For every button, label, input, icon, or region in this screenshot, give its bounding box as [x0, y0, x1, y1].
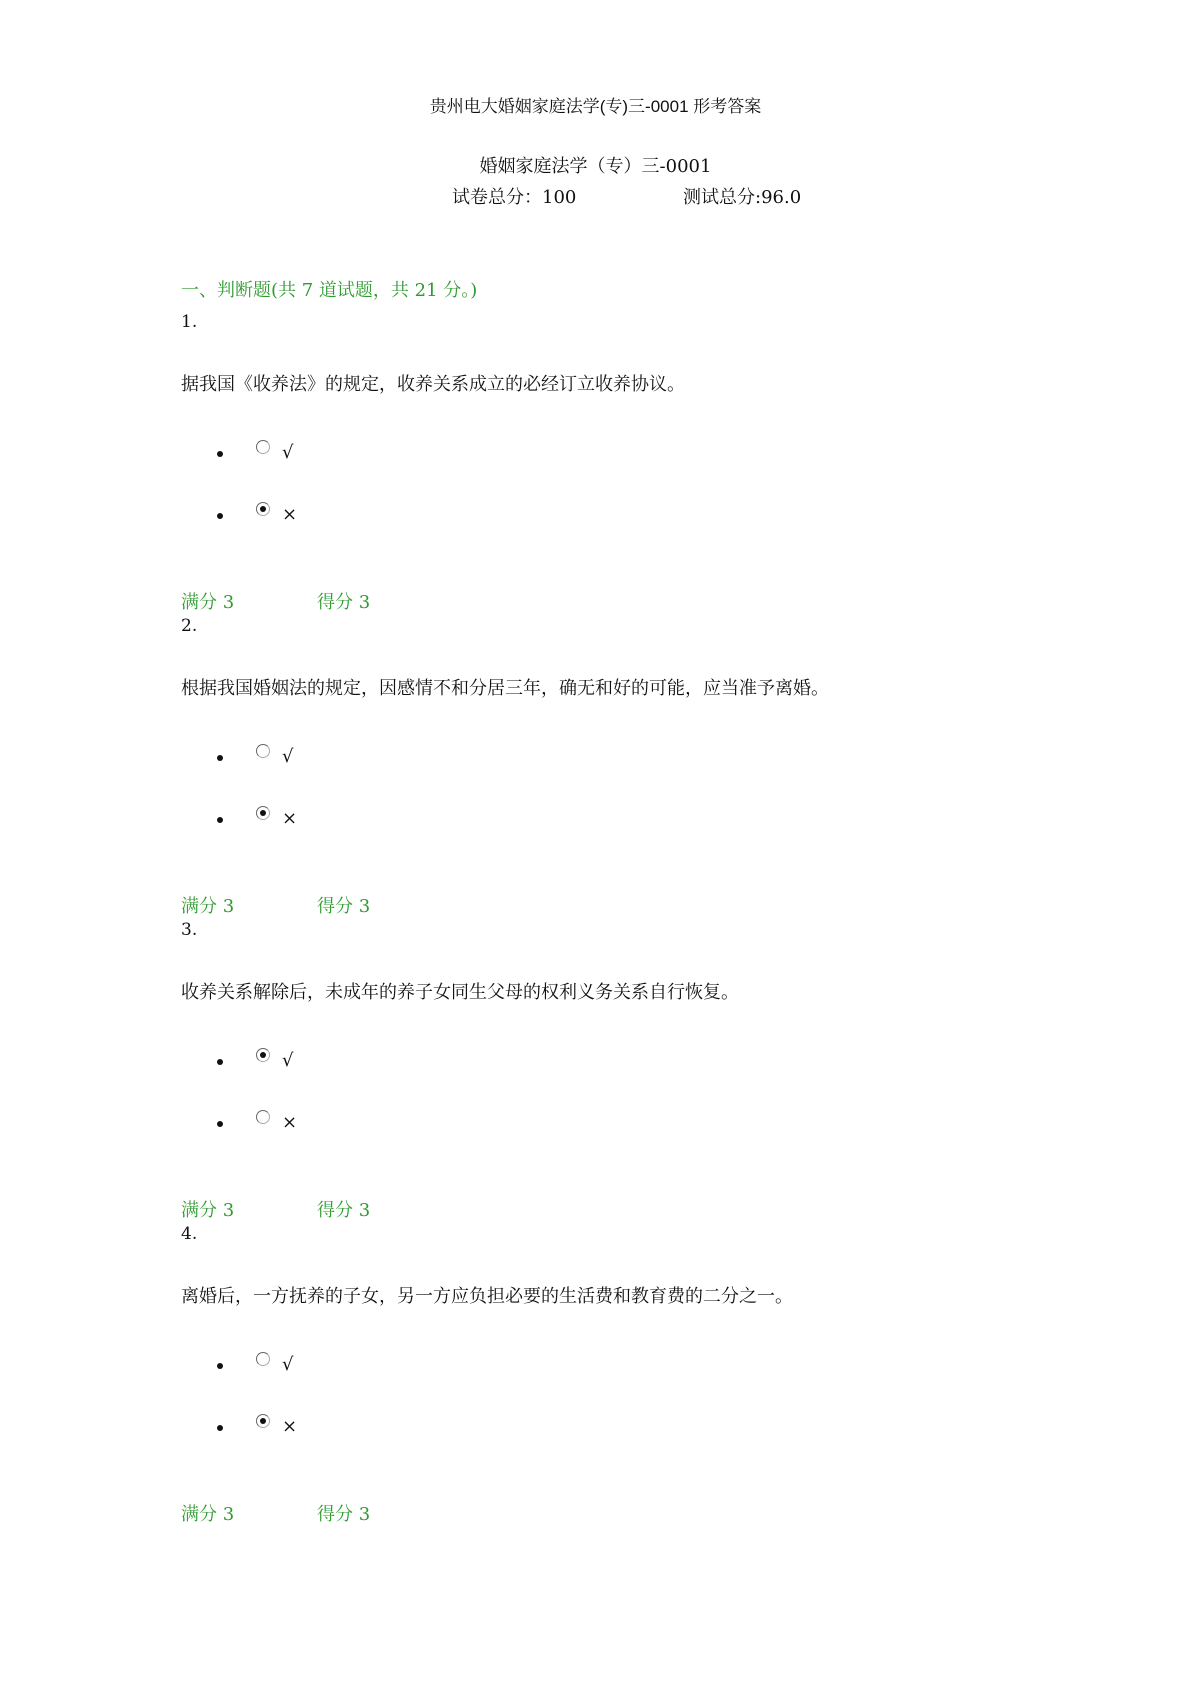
option-label: ×	[282, 504, 298, 525]
bullet-icon	[217, 1363, 223, 1369]
question-text: 根据我国婚姻法的规定，因感情不和分居三年，确无和好的可能，应当准予离婚。	[181, 678, 829, 699]
bullet-icon	[217, 1425, 223, 1431]
full-score: 满分 3	[181, 1504, 235, 1525]
option-false[interactable]	[217, 806, 517, 836]
test-total-score: 测试总分:96.0	[683, 187, 802, 208]
question-text: 离婚后，一方抚养的子女，另一方应负担必要的生活费和教育费的二分之一。	[181, 1286, 793, 1307]
score-row	[181, 1196, 371, 1222]
got-score: 得分 3	[317, 1504, 371, 1525]
bullet-icon	[217, 1121, 223, 1127]
score-row	[181, 588, 371, 614]
section-title: 一、判断题(共 7 道试题，共 21 分。)	[181, 280, 478, 301]
option-label: √	[282, 1050, 294, 1071]
option-true[interactable]	[217, 1048, 517, 1078]
full-score: 满分 3	[181, 896, 235, 917]
document-title: 贵州电大婚姻家庭法学(专)三-0001 形考答案	[429, 97, 762, 116]
option-false[interactable]	[217, 502, 517, 532]
option-label: √	[282, 1354, 294, 1375]
option-label: ×	[282, 1112, 298, 1133]
question-3	[181, 920, 1141, 1220]
bullet-icon	[217, 817, 223, 823]
option-label: √	[282, 746, 294, 767]
radio-icon[interactable]	[256, 1110, 270, 1124]
question-4	[181, 1224, 1141, 1524]
full-score: 满分 3	[181, 592, 235, 613]
option-false[interactable]	[217, 1110, 517, 1140]
radio-icon[interactable]	[256, 1352, 270, 1366]
bullet-icon	[217, 755, 223, 761]
question-text: 收养关系解除后，未成年的养子女同生父母的权利义务关系自行恢复。	[181, 982, 739, 1003]
paper-total-score: 试卷总分：100	[452, 187, 577, 208]
question-1	[181, 312, 1141, 612]
radio-icon[interactable]	[256, 440, 270, 454]
got-score: 得分 3	[317, 896, 371, 917]
option-true[interactable]	[217, 440, 517, 470]
paper-title: 婚姻家庭法学（专）三-0001	[479, 156, 712, 177]
got-score: 得分 3	[317, 592, 371, 613]
score-row	[181, 892, 371, 918]
radio-checked-icon[interactable]	[256, 1414, 270, 1428]
option-label: ×	[282, 808, 298, 829]
radio-icon[interactable]	[256, 744, 270, 758]
option-label: √	[282, 442, 294, 463]
radio-checked-icon[interactable]	[256, 1048, 270, 1062]
bullet-icon	[217, 451, 223, 457]
full-score: 满分 3	[181, 1200, 235, 1221]
option-true[interactable]	[217, 744, 517, 774]
question-number: 3.	[181, 920, 198, 940]
question-2	[181, 616, 1141, 916]
radio-checked-icon[interactable]	[256, 502, 270, 516]
option-false[interactable]	[217, 1414, 517, 1444]
score-row	[181, 1500, 371, 1526]
option-true[interactable]	[217, 1352, 517, 1382]
bullet-icon	[217, 513, 223, 519]
question-text: 据我国《收养法》的规定，收养关系成立的必经订立收养协议。	[181, 374, 685, 395]
question-number: 2.	[181, 616, 198, 636]
bullet-icon	[217, 1059, 223, 1065]
question-number: 4.	[181, 1224, 198, 1244]
got-score: 得分 3	[317, 1200, 371, 1221]
question-number: 1.	[181, 312, 198, 332]
radio-checked-icon[interactable]	[256, 806, 270, 820]
option-label: ×	[282, 1416, 298, 1437]
